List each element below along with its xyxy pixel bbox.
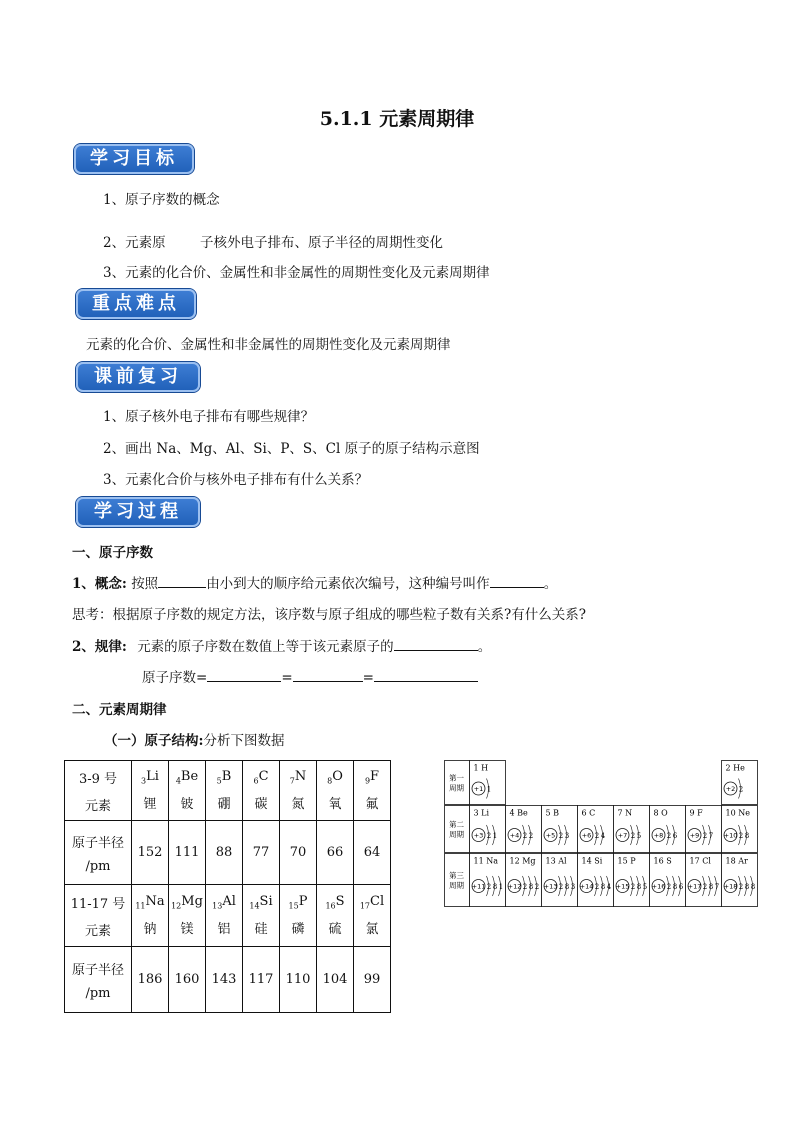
period-label: 第三 xyxy=(449,871,464,880)
radius-value: 66 xyxy=(317,821,354,885)
review-2: 2、画出 Na、Mg、Al、Si、P、S、Cl 原子的原子结构示意图 xyxy=(103,441,480,457)
period-label: 周期 xyxy=(449,830,464,839)
shell-electron-count: 2 xyxy=(486,883,492,891)
element-label: 11 Na xyxy=(473,856,498,866)
concept-blank-2[interactable] xyxy=(490,573,544,588)
radius-value: 110 xyxy=(280,947,317,1013)
row-header-line: /pm xyxy=(85,985,111,1001)
element-label: 13 Al xyxy=(545,856,567,866)
shell-electron-count: 2 xyxy=(738,785,744,794)
section-2-heading: 二、元素周期律 xyxy=(72,702,167,718)
shell-electron-count: 2 xyxy=(528,832,534,840)
table-row xyxy=(65,761,391,821)
section-1-heading: 一、原子序数 xyxy=(72,545,153,561)
nucleus-charge: +10 xyxy=(723,831,738,840)
shell-electron-count: 8 xyxy=(564,883,570,891)
radius-value: 160 xyxy=(169,947,206,1013)
radius-value: 186 xyxy=(132,947,169,1013)
rule-label: 2、规律: xyxy=(72,639,127,655)
page-title: 5.1.1 元素周期律 xyxy=(319,108,475,130)
subsection-text: 分析下图数据 xyxy=(203,733,285,749)
element-cell: $_{17}$Cl 氯 xyxy=(354,885,391,947)
row-header-radius xyxy=(65,947,132,1013)
element-cell: $_9$F 氟 xyxy=(354,761,391,821)
element-label: 8 O xyxy=(653,808,668,818)
period-label: 周期 xyxy=(449,783,464,793)
shell-electron-count: 4 xyxy=(606,883,612,891)
shell-electron-count: 6 xyxy=(672,832,678,840)
objective-2b: 子核外电子排布、原子半径的周期性变化 xyxy=(200,235,443,251)
row-header-elements-3-9 xyxy=(65,761,132,821)
shell-electron-count: 2 xyxy=(594,832,600,840)
shell-electron-count: 2 xyxy=(558,883,564,891)
shell-electron-count: 2 xyxy=(666,832,672,840)
shell-electron-count: 2 xyxy=(522,883,528,891)
element-label: 4 Be xyxy=(509,808,528,818)
shell-electron-count: 8 xyxy=(708,883,714,891)
element-label: 16 S xyxy=(653,856,672,866)
nucleus-charge: +17 xyxy=(687,882,702,891)
shell-electron-count: 5 xyxy=(642,883,648,891)
period-label-box xyxy=(445,806,470,853)
period-label: 周期 xyxy=(449,881,464,890)
concept-label: 1、概念: xyxy=(72,576,127,592)
element-label: 10 Ne xyxy=(725,808,750,818)
formula-label: 原子序数= xyxy=(142,670,208,686)
objective-1: 1、原子序数的概念 xyxy=(103,192,220,208)
element-cell: $_4$Be 铍 xyxy=(169,761,206,821)
shell-electron-count: 8 xyxy=(528,883,534,891)
shell-electron-count: 8 xyxy=(492,883,498,891)
element-cell: $_{16}$S 硫 xyxy=(317,885,354,947)
shell-electron-count: 2 xyxy=(522,832,528,840)
element-label: 1 H xyxy=(473,763,489,773)
table-row xyxy=(65,821,391,885)
element-cell: $_{14}$Si 硅 xyxy=(243,885,280,947)
element-cell: $_7$N 氮 xyxy=(280,761,317,821)
shell-electron-count: 8 xyxy=(744,883,750,891)
shell-electron-count: 3 xyxy=(564,832,570,840)
rule-blank[interactable] xyxy=(394,636,478,651)
element-label: 3 Li xyxy=(473,808,490,818)
shell-electron-count: 2 xyxy=(594,883,600,891)
radius-value: 111 xyxy=(169,821,206,885)
element-label: 9 F xyxy=(689,808,703,818)
concept-blank-1[interactable] xyxy=(158,573,206,588)
formula-blank-2[interactable] xyxy=(293,667,363,682)
formula-blank-3[interactable] xyxy=(374,667,478,682)
element-label: 6 C xyxy=(581,808,596,818)
row-header-line: 11-17 号 xyxy=(70,896,126,912)
shell-electron-count: 8 xyxy=(672,883,678,891)
period-label: 第一 xyxy=(449,773,464,783)
shell-electron-count: 7 xyxy=(714,883,720,891)
element-cell: $_6$C 碳 xyxy=(243,761,280,821)
rule-text: 元素的原子序数在数值上等于该元素原子的 xyxy=(137,639,394,655)
formula-blank-1[interactable] xyxy=(207,667,281,682)
section-badge-objectives: 学习目标 xyxy=(74,144,194,174)
section-badge-review: 课前复习 xyxy=(76,362,200,392)
nucleus-charge: +16 xyxy=(651,882,666,891)
row-header-line: 元素 xyxy=(84,798,111,814)
radius-value: 104 xyxy=(317,947,354,1013)
nucleus-charge: +4 xyxy=(509,831,520,840)
nucleus-charge: +6 xyxy=(581,831,592,840)
concept-text-b: 由小到大的顺序给元素依次编号，这种编号叫作 xyxy=(206,576,490,592)
nucleus-charge: +9 xyxy=(689,831,700,840)
shell-electron-count: 6 xyxy=(678,883,684,891)
shell-electron-count: 2 xyxy=(702,883,708,891)
radius-value: 117 xyxy=(243,947,280,1013)
formula-eq-2: = xyxy=(362,670,374,686)
subsection-line xyxy=(104,729,284,749)
subsection-label: （一）原子结构: xyxy=(104,733,204,749)
row-header-line: 原子半径 xyxy=(71,835,124,851)
nucleus-charge: +5 xyxy=(545,831,556,840)
element-cell: $_8$O 氧 xyxy=(317,761,354,821)
nucleus-charge: +12 xyxy=(507,882,522,891)
nucleus-charge: +15 xyxy=(615,882,630,891)
radius-value: 70 xyxy=(280,821,317,885)
element-cell: $_3$Li 锂 xyxy=(132,761,169,821)
radius-value: 64 xyxy=(354,821,391,885)
shell-electron-count: 2 xyxy=(738,832,744,840)
concept-line xyxy=(72,572,557,592)
element-label: 15 P xyxy=(617,856,636,866)
shell-electron-count: 8 xyxy=(636,883,642,891)
element-label: 18 Ar xyxy=(725,856,748,866)
element-label: 2 He xyxy=(725,763,745,773)
radius-value: 152 xyxy=(132,821,169,885)
radius-value: 77 xyxy=(243,821,280,885)
row-header-line: /pm xyxy=(85,858,111,874)
nucleus-charge: +3 xyxy=(473,831,484,840)
formula-eq-1: = xyxy=(281,670,293,686)
row-header-elements-11-17 xyxy=(65,885,132,947)
rule-line xyxy=(72,635,491,655)
shell-electron-count: 1 xyxy=(498,883,504,891)
element-label: 17 Cl xyxy=(689,856,711,866)
element-label: 12 Mg xyxy=(509,856,536,866)
element-cell: $_{13}$Al 铝 xyxy=(206,885,243,947)
shell-electron-count: 2 xyxy=(534,883,540,891)
period-label: 第二 xyxy=(449,820,464,829)
row-header-line: 3-9 号 xyxy=(78,771,118,787)
shell-electron-count: 2 xyxy=(486,832,492,840)
radius-value: 99 xyxy=(354,947,391,1013)
element-label: 5 B xyxy=(545,808,560,818)
radius-value: 88 xyxy=(206,821,243,885)
objective-2a: 2、元素原 xyxy=(103,235,166,251)
rule-end: 。 xyxy=(477,639,492,655)
shell-electron-count: 1 xyxy=(486,785,492,794)
element-cell: $_{12}$Mg 镁 xyxy=(169,885,206,947)
section-badge-key-points: 重点难点 xyxy=(76,289,196,319)
element-label: 7 N xyxy=(617,808,633,818)
table-row xyxy=(65,947,391,1013)
concept-text-a: 按照 xyxy=(131,576,159,592)
radius-table xyxy=(64,760,391,1013)
key-points-text: 元素的化合价、金属性和非金属性的周期性变化及元素周期律 xyxy=(86,337,451,353)
row-header-line: 原子半径 xyxy=(71,962,124,978)
shell-electron-count: 2 xyxy=(702,832,708,840)
nucleus-charge: +7 xyxy=(617,831,628,840)
nucleus-charge: +11 xyxy=(471,882,486,891)
shell-electron-count: 2 xyxy=(738,883,744,891)
objective-3: 3、元素的化合价、金属性和非金属性的周期性变化及元素周期律 xyxy=(103,265,490,281)
element-cell: $_{15}$P 磷 xyxy=(280,885,317,947)
section-badge-process: 学习过程 xyxy=(76,497,200,527)
periodic-structure-diagram xyxy=(444,760,759,907)
period-label-box xyxy=(445,854,470,907)
nucleus-charge: +8 xyxy=(653,831,664,840)
nucleus-charge: +18 xyxy=(723,882,738,891)
shell-electron-count: 8 xyxy=(744,832,750,840)
formula-line xyxy=(142,666,478,686)
review-3: 3、元素化合价与核外电子排布有什么关系？ xyxy=(103,472,369,488)
shell-electron-count: 8 xyxy=(750,883,756,891)
element-cell: $_{11}$Na 钠 xyxy=(132,885,169,947)
shell-electron-count: 3 xyxy=(570,883,576,891)
shell-electron-count: 7 xyxy=(708,832,714,840)
shell-electron-count: 2 xyxy=(630,832,636,840)
element-cell: $_5$B 硼 xyxy=(206,761,243,821)
nucleus-charge: +13 xyxy=(543,882,558,891)
row-header-radius xyxy=(65,821,132,885)
table-row xyxy=(65,885,391,947)
concept-text-c: 。 xyxy=(543,576,558,592)
shell-electron-count: 2 xyxy=(666,883,672,891)
nucleus-charge: +2 xyxy=(725,785,736,793)
shell-electron-count: 8 xyxy=(600,883,606,891)
nucleus-charge: +1 xyxy=(473,785,484,793)
shell-electron-count: 5 xyxy=(636,832,642,840)
radius-value: 143 xyxy=(206,947,243,1013)
element-label: 14 Si xyxy=(581,856,603,866)
shell-electron-count: 4 xyxy=(600,832,606,840)
shell-electron-count: 2 xyxy=(558,832,564,840)
shell-electron-count: 1 xyxy=(492,832,498,840)
row-header-line: 元素 xyxy=(84,923,111,939)
nucleus-charge: +14 xyxy=(579,882,594,891)
period-label-box xyxy=(445,761,470,805)
shell-electron-count: 2 xyxy=(630,883,636,891)
review-1: 1、原子核外电子排布有哪些规律？ xyxy=(103,409,315,425)
think-question: 思考：根据原子序数的规定方法，该序数与原子组成的哪些粒子数有关系?有什么关系? xyxy=(72,607,586,623)
